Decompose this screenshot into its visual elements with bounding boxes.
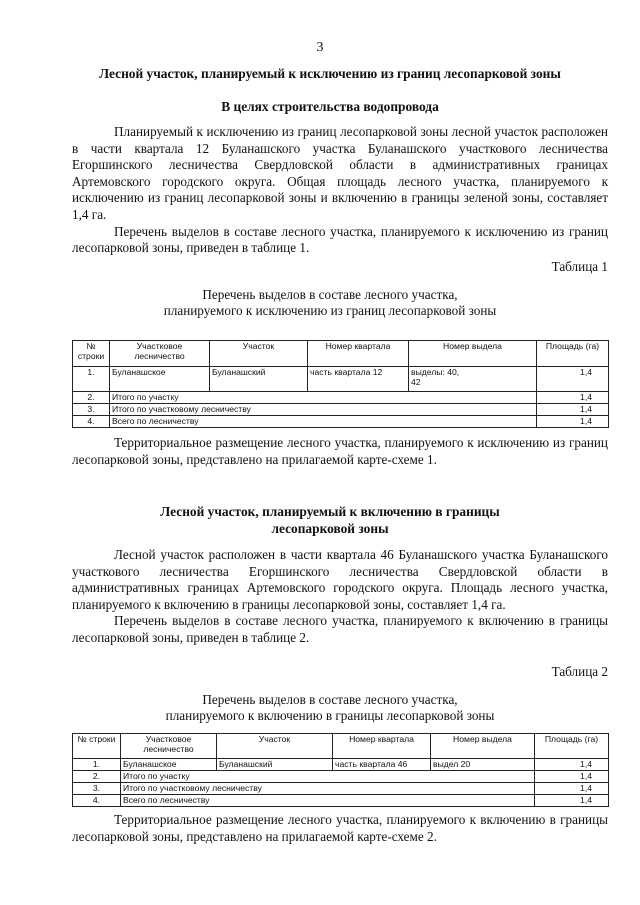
table1-row1-section: Буланашский	[210, 367, 308, 392]
table1-header-row	[73, 341, 609, 367]
table2-header-quarter: Номер квартала	[333, 734, 431, 759]
section2-heading-line1: Лесной участок, планируемый к включению в границы	[160, 504, 500, 519]
section2-body	[72, 547, 608, 647]
page-number: 3	[316, 40, 324, 55]
section1-paragraph-1: Планируемый к исключению из границ лесопарковой зоны лесной участок расположен в части квартала 12 Буланашского участка Буланашского участкового лесничества Егоршинского лесничества Свердловской области в административных границах Артемовского городского округа. Общая площадь лесного участка, планируемого к исключению из границ лесопарковой зоны и включению в границы зеленой зоны, составляет 1,4 га.	[72, 124, 608, 222]
table1-row4-number: 4.	[73, 416, 110, 428]
table1-header-forestry: Участковое лесничество	[110, 341, 210, 367]
table2-header-allotment: Номер выдела	[431, 734, 535, 759]
table1-caption-line1: Перечень выделов в составе лесного участка,	[202, 287, 458, 302]
table1-header-section: Участок	[210, 341, 308, 367]
table-row	[73, 367, 609, 392]
table1	[72, 340, 609, 428]
table2-row1-number: 1.	[73, 759, 121, 771]
table2-label: Таблица 2	[551, 664, 608, 679]
table2-row3-area: 1,4	[535, 783, 609, 795]
table2-row4-number: 4.	[73, 795, 121, 807]
table1-row3-area: 1,4	[537, 404, 609, 416]
table1-row2-number: 2.	[73, 392, 110, 404]
table1-row4-label: Всего по лесничеству	[110, 416, 537, 428]
table2-caption-line2: планируемого к включению в границы лесопарковой зоны	[165, 708, 495, 723]
table1-row3-number: 3.	[73, 404, 110, 416]
table1-row4-area: 1,4	[537, 416, 609, 428]
table2-row2-number: 2.	[73, 771, 121, 783]
table2-row1-section: Буланашский	[217, 759, 333, 771]
table-row	[73, 759, 609, 771]
section1-subheading: В целях строительства водопровода	[221, 99, 439, 114]
table1-caption-line2: планируемого к исключению из границ лесопарковой зоны	[163, 303, 497, 318]
table2-header-area: Площадь (га)	[535, 734, 609, 759]
table1-row1-forestry: Буланашское	[110, 367, 210, 392]
table1-header-area: Площадь (га)	[537, 341, 609, 367]
table2-row3-label: Итого по участковому лесничеству	[121, 783, 535, 795]
table2-row4-label: Всего по лесничеству	[121, 795, 535, 807]
table-row	[73, 416, 609, 428]
table-row	[73, 783, 609, 795]
table1-header-allotment: Номер выдела	[409, 341, 537, 367]
table1-row1-number: 1.	[73, 367, 110, 392]
table2-row1-area: 1,4	[535, 759, 609, 771]
table1-row3-label: Итого по участковому лесничеству	[110, 404, 537, 416]
section1-paragraph-3: Территориальное размещение лесного участка, планируемого к исключению из границ лесопарковой зоны, представлено на прилагаемой карте-схеме 1.	[72, 435, 608, 467]
table1-header-quarter: Номер квартала	[308, 341, 409, 367]
section1-footer	[72, 435, 608, 468]
table2-row3-number: 3.	[73, 783, 121, 795]
table2-header-forestry: Участковое лесничество	[121, 734, 217, 759]
section2-heading-line2: лесопарковой зоны	[271, 521, 389, 536]
section1-heading: Лесной участок, планируемый к исключению из границ лесопарковой зоны	[99, 66, 561, 81]
section2-paragraph-1: Лесной участок расположен в части квартала 46 Буланашского участка Буланашского участкового лесничества Егоршинского лесничества Свердловской области в административных границах Артемовского городского округа. Площадь лесного участка, планируемого к включению в границы лесопарковой зоны, составляет 1,4 га.	[72, 547, 608, 612]
table2-header-row-number: № строки	[73, 734, 121, 759]
table2-header-section: Участок	[217, 734, 333, 759]
section2-paragraph-3: Территориальное размещение лесного участка, планируемого к включению в границы лесопарковой зоны, представлено на прилагаемой карте-схеме 2.	[72, 812, 608, 844]
table-row	[73, 771, 609, 783]
table2-row1-allotment: выдел 20	[431, 759, 535, 771]
section2-paragraph-2: Перечень выделов в составе лесного участка, планируемого к включению в границы лесопарковой зоны, приведен в таблице 2.	[72, 613, 608, 645]
section2-footer	[72, 812, 608, 845]
table2-row4-area: 1,4	[535, 795, 609, 807]
table1-row1-area: 1,4	[537, 367, 609, 392]
table1-row1-allotment: выделы: 40, 42	[409, 367, 537, 392]
table-row	[73, 404, 609, 416]
table2-header-row	[73, 734, 609, 759]
table-row	[73, 392, 609, 404]
table2-row1-forestry: Буланашское	[121, 759, 217, 771]
table1-row2-label: Итого по участку	[110, 392, 537, 404]
table2-caption-line1: Перечень выделов в составе лесного участка,	[202, 692, 458, 707]
table2-row2-area: 1,4	[535, 771, 609, 783]
table1-label: Таблица 1	[551, 259, 608, 274]
table1-header-row-number: № строки	[73, 341, 110, 367]
table2-row1-quarter: часть квартала 46	[333, 759, 431, 771]
table1-row2-area: 1,4	[537, 392, 609, 404]
table1-row1-quarter: часть квартала 12	[308, 367, 409, 392]
table2-row2-label: Итого по участку	[121, 771, 535, 783]
table-row	[73, 795, 609, 807]
section1-body	[72, 124, 608, 257]
table2	[72, 733, 609, 807]
section1-paragraph-2: Перечень выделов в составе лесного участка, планируемого к исключению из границ лесопарковой зоны, приведен в таблице 1.	[72, 223, 608, 256]
